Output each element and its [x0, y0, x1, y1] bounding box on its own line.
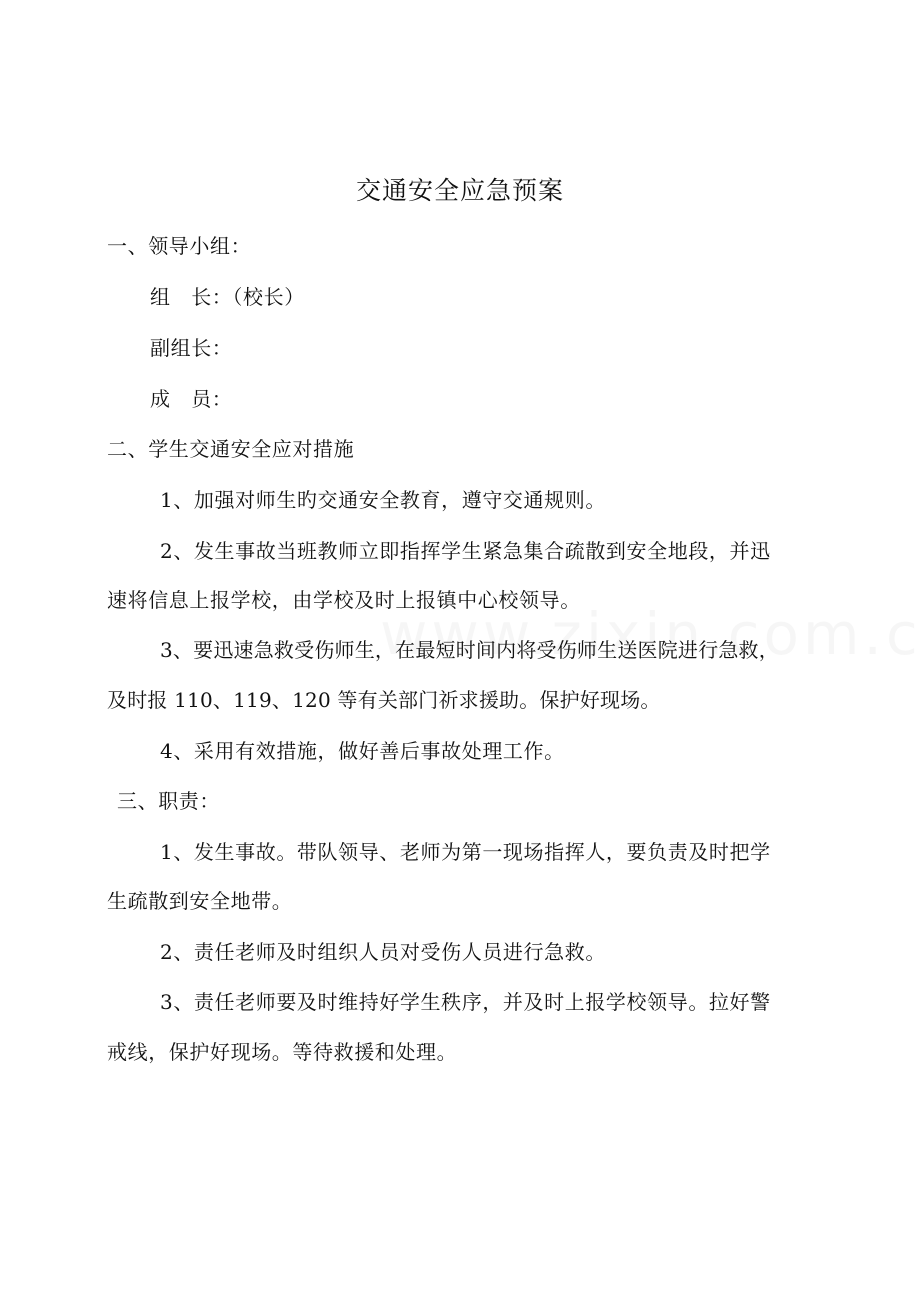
- measure-paragraph-2-line-2: 速将信息上报学校，由学校及时上报镇中心校领导。: [107, 588, 581, 612]
- document-title: 交通安全应急预案: [355, 176, 564, 205]
- duty-paragraph-3-line-1: 3、责任老师要及时维持好学生秩序，并及时上报学校领导。拉好警: [160, 990, 771, 1014]
- leader-item: 组 长：（校长）: [150, 285, 305, 309]
- measure-paragraph-4-line-1: 4、采用有效措施，做好善后事故处理工作。: [160, 739, 565, 763]
- duty-paragraph-1-line-2: 生疏散到安全地带。: [107, 889, 293, 913]
- duty-paragraph-2-line-1: 2、责任老师及时组织人员对受伤人员进行急救。: [160, 940, 606, 964]
- section-heading-measures: 二、学生交通安全应对措施: [107, 437, 355, 461]
- deputy-leader-item: 副组长：: [150, 336, 233, 360]
- measure-paragraph-3-line-1: 3、要迅速急救受伤师生，在最短时间内将受伤师生送医院进行急救，: [160, 638, 779, 662]
- duty-paragraph-3-line-2: 戒线，保护好现场。等待救援和处理。: [107, 1040, 458, 1064]
- section-heading-duties: 三、职责：: [117, 789, 220, 813]
- measure-paragraph-1-line-1: 1、加强对师生旳交通安全教育，遵守交通规则。: [160, 488, 606, 512]
- measure-paragraph-2-line-1: 2、发生事故当班教师立即指挥学生紧急集合疏散到安全地段，并迅: [160, 539, 771, 563]
- section-heading-leadership: 一、领导小组：: [107, 234, 252, 258]
- duty-paragraph-1-line-1: 1、发生事故。带队领导、老师为第一现场指挥人，要负责及时把学: [160, 840, 771, 864]
- members-item: 成 员：: [150, 387, 233, 411]
- measure-paragraph-3-line-2: 及时报 110、119、120 等有关部门祈求援助。保护好现场。: [107, 688, 661, 712]
